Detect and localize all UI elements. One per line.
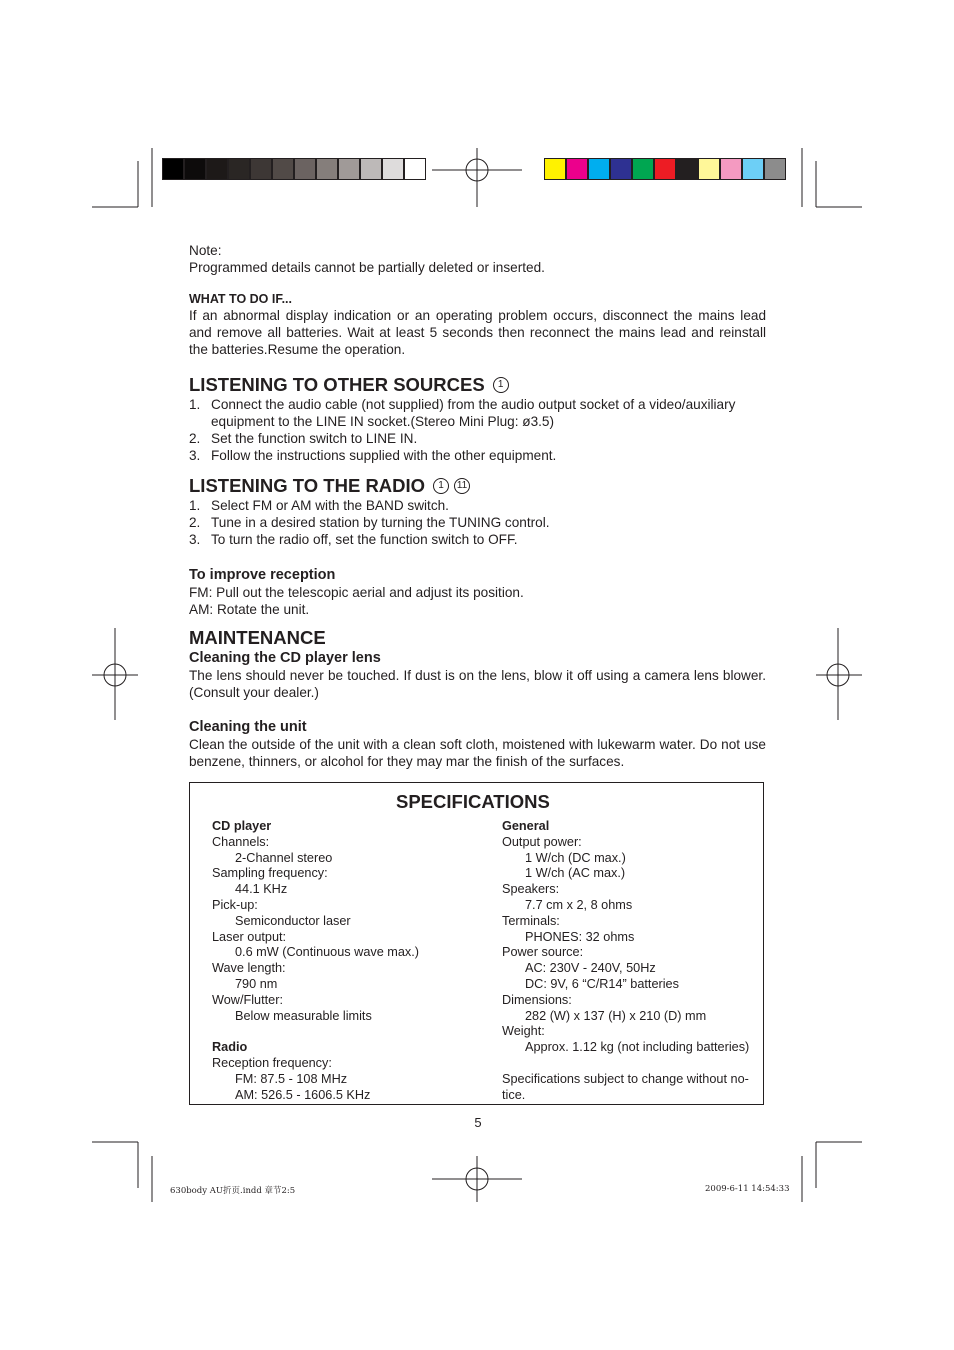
- spec-label: Power source:: [502, 945, 584, 960]
- list-item-text: Select FM or AM with the BAND switch.: [211, 498, 449, 513]
- list-item-text: Follow the instructions supplied with the other equipment.: [211, 448, 557, 463]
- other-sources-heading: [189, 374, 766, 396]
- spec-value: PHONES: 32 ohms: [525, 929, 635, 944]
- spec-value: Semiconductor laser: [235, 913, 351, 928]
- gray-swatch: [250, 158, 272, 180]
- spec-spacer: [212, 1024, 419, 1040]
- spec-value: Below measurable limits: [235, 1008, 372, 1023]
- spec-spacer: [502, 1056, 749, 1072]
- maintenance-section: [189, 627, 766, 770]
- color-swatch: [698, 158, 720, 180]
- gray-swatch: [184, 158, 206, 180]
- list-item: [189, 514, 766, 531]
- specifications-right-column: [502, 819, 749, 1103]
- spec-value: AC: 230V - 240V, 50Hz: [525, 961, 656, 976]
- list-item-text: To turn the radio off, set the function switch to OFF.: [211, 532, 518, 547]
- what-to-do-text: If an abnormal display indication or an operating problem occurs, disconnect the mains lead and remove all batteries. Wait at least 5 seconds then reconnect the mains lead and reinstall the batteries.Resume the operation.: [189, 308, 766, 357]
- radio-title: LISTENING TO THE RADIO: [189, 475, 426, 496]
- spec-value: 0.6 mW (Continuous wave max.): [235, 945, 420, 960]
- spec-value: 1 W/ch (AC max.): [525, 866, 626, 881]
- spec-label: Pick-up:: [212, 897, 258, 912]
- spec-label: Sampling frequency:: [212, 866, 328, 881]
- color-swatch: [676, 158, 698, 180]
- list-item-text: Set the function switch to LINE IN.: [211, 431, 418, 446]
- spec-label: Weight:: [502, 1024, 545, 1039]
- figure-ref-1-icon: 1: [433, 478, 449, 494]
- slug-file-info: 630body AU折页.indd 章节2:5: [170, 1186, 296, 1196]
- list-item-text: Connect the audio cable (not supplied) from the audio output socket of a video/auxiliary equipment to the LINE IN socket.(Stereo Mini Plug: ø3.5): [211, 397, 736, 429]
- gray-swatch: [228, 158, 250, 180]
- specifications-left-column: [212, 819, 419, 1103]
- spec-value: 44.1 KHz: [235, 882, 288, 897]
- list-item: [189, 447, 766, 464]
- list-item: [189, 396, 766, 430]
- color-swatch: [720, 158, 742, 180]
- gray-swatch: [360, 158, 382, 180]
- figure-ref-1-icon: 1: [493, 377, 509, 393]
- grayscale-color-bar: [162, 158, 426, 182]
- maintenance-heading: [189, 627, 766, 649]
- list-item-number: 1.: [189, 498, 201, 513]
- list-item: [189, 430, 766, 447]
- spec-label: Specifications subject to change without no-: [502, 1071, 749, 1086]
- specifications-box: [189, 782, 764, 1105]
- other-sources-title: LISTENING TO OTHER SOURCES: [189, 374, 485, 395]
- gray-swatch: [162, 158, 184, 180]
- slug-timestamp: 2009-6-11 14:54:33: [705, 1184, 790, 1194]
- spec-value: 282 (W) x 137 (H) x 210 (D) mm: [525, 1008, 707, 1023]
- what-to-do-heading: WHAT TO DO IF...: [189, 292, 293, 306]
- list-item-number: 2.: [189, 515, 201, 530]
- spec-value: AM: 526.5 - 1606.5 KHz: [235, 1087, 371, 1102]
- spec-value: 7.7 cm x 2, 8 ohms: [525, 897, 633, 912]
- spec-label: Laser output:: [212, 929, 287, 944]
- list-item: [189, 531, 766, 548]
- spec-label: Dimensions:: [502, 992, 572, 1007]
- spec-label: Reception frequency:: [212, 1055, 332, 1070]
- spec-value: 2-Channel stereo: [235, 850, 333, 865]
- gray-swatch: [404, 158, 426, 180]
- other-sources-steps: [189, 396, 766, 464]
- spec-group-heading: General: [502, 819, 550, 833]
- spec-value: 1 W/ch (DC max.): [525, 850, 626, 865]
- improve-reception-heading: To improve reception: [189, 567, 336, 583]
- color-swatch: [588, 158, 610, 180]
- spec-group-heading: Radio: [212, 1040, 248, 1055]
- spec-value: 790 nm: [235, 976, 278, 991]
- color-swatch: [632, 158, 654, 180]
- other-sources-section: [189, 374, 766, 464]
- maintenance-title: MAINTENANCE: [189, 627, 326, 648]
- radio-section: [189, 475, 766, 618]
- unit-cleaning-text: Clean the outside of the unit with a clean soft cloth, moistened with lukewarm water. Do not use benzene, thinners, or alcohol for they may mar the finish of the surfaces.: [189, 737, 766, 769]
- spec-value: Approx. 1.12 kg (not including batteries): [525, 1040, 750, 1055]
- specifications-title: SPECIFICATIONS: [396, 791, 550, 812]
- color-swatch: [610, 158, 632, 180]
- radio-steps: [189, 497, 766, 548]
- what-to-do-section: [189, 291, 766, 358]
- list-item-number: 3.: [189, 532, 201, 547]
- spec-label: Terminals:: [502, 913, 560, 928]
- note-label: Note:: [189, 243, 222, 258]
- lens-cleaning-heading: Cleaning the CD player lens: [189, 650, 381, 666]
- spec-label: tice.: [502, 1087, 526, 1102]
- gray-swatch: [338, 158, 360, 180]
- gray-swatch: [316, 158, 338, 180]
- color-swatch: [544, 158, 566, 180]
- unit-cleaning-heading: Cleaning the unit: [189, 719, 307, 735]
- color-swatch: [566, 158, 588, 180]
- list-item: [189, 497, 766, 514]
- list-item-number: 1.: [189, 397, 201, 412]
- spec-label: Wave length:: [212, 961, 286, 976]
- gray-swatch: [382, 158, 404, 180]
- color-swatch: [742, 158, 764, 180]
- figure-ref-11-icon: 11: [454, 478, 470, 494]
- list-item-number: 2.: [189, 431, 201, 446]
- spec-group-heading: CD player: [212, 819, 272, 833]
- spec-label: Channels:: [212, 834, 270, 849]
- spec-value: FM: 87.5 - 108 MHz: [235, 1071, 348, 1086]
- list-item-text: Tune in a desired station by turning the TUNING control.: [211, 515, 550, 530]
- note-section: [189, 242, 766, 276]
- list-item-number: 3.: [189, 448, 201, 463]
- page-number: 5: [474, 1115, 482, 1130]
- color-swatch: [764, 158, 786, 180]
- lens-cleaning-text: The lens should never be touched. If dust is on the lens, blow it off using a camera lens blower. (Consult your dealer.): [189, 668, 766, 700]
- spec-value: DC: 9V, 6 “C/R14” batteries: [525, 976, 679, 991]
- color-swatch: [654, 158, 676, 180]
- spec-label: Speakers:: [502, 882, 560, 897]
- gray-swatch: [294, 158, 316, 180]
- process-color-bar: [544, 158, 786, 182]
- radio-heading: [189, 475, 766, 497]
- note-text: Programmed details cannot be partially deleted or inserted.: [189, 260, 545, 275]
- spec-label: Output power:: [502, 834, 582, 849]
- improve-reception-am: AM: Rotate the unit.: [189, 602, 310, 617]
- gray-swatch: [206, 158, 228, 180]
- spec-label: Wow/Flutter:: [212, 992, 283, 1007]
- improve-reception-fm: FM: Pull out the telescopic aerial and adjust its position.: [189, 585, 524, 600]
- gray-swatch: [272, 158, 294, 180]
